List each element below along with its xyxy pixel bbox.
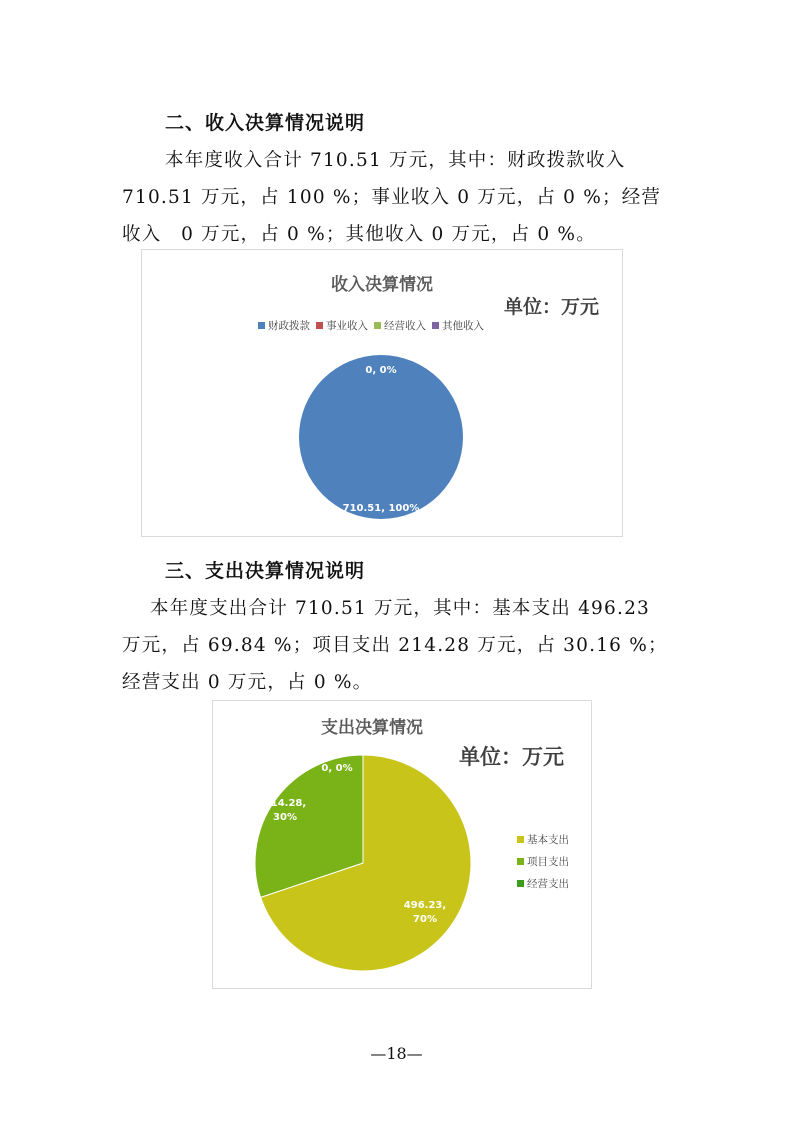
legend-label: 其他收入 — [442, 320, 484, 332]
paragraph-line: 经营支出 0 万元，占 0 %。 — [122, 672, 373, 693]
legend-item — [517, 876, 569, 891]
data-label: 30% — [273, 812, 297, 823]
chart-legend — [517, 832, 569, 891]
section-heading-income: 二、收入决算情况说明 — [165, 112, 366, 134]
paragraph-line: 710.51 万元，占 100 %；事业收入 0 万元，占 0 %；经营 — [122, 187, 662, 208]
unit-label: 单位：万元 — [459, 744, 564, 769]
unit-label: 单位：万元 — [504, 296, 600, 318]
legend-label: 财政拨款 — [268, 320, 310, 332]
legend-label: 项目支出 — [527, 856, 569, 868]
data-label: 0, 0% — [365, 365, 397, 376]
chart-title: 支出决算情况 — [321, 718, 423, 738]
data-label: 496.23, — [403, 900, 447, 911]
data-label: 70% — [413, 914, 437, 925]
legend-label: 基本支出 — [527, 834, 569, 846]
legend-item — [517, 854, 569, 869]
chart-title: 收入决算情况 — [331, 275, 433, 295]
pie-slice-fiscal — [299, 355, 463, 519]
income-pie-svg — [142, 250, 622, 536]
legend-label: 经营收入 — [384, 320, 426, 332]
paragraph-line: 收入 0 万元，占 0 %；其他收入 0 万元，占 0 %。 — [122, 224, 596, 245]
legend-swatch — [517, 858, 524, 865]
page-number: —18— — [370, 1044, 423, 1063]
paragraph-line: 本年度收入合计 710.51 万元，其中：财政拨款收入 — [165, 150, 626, 171]
legend-swatch — [517, 836, 524, 843]
data-label: 0, 0% — [321, 763, 353, 774]
data-label: 214.28, — [263, 798, 307, 809]
legend-item — [517, 832, 569, 847]
paragraph-line: 本年度支出合计 710.51 万元，其中：基本支出 496.23 — [150, 598, 651, 619]
expense-chart — [212, 700, 592, 989]
section-heading-expense: 三、支出决算情况说明 — [165, 560, 366, 582]
legend-label: 经营支出 — [527, 878, 569, 890]
paragraph-line: 万元，占 69.84 %；项目支出 214.28 万元，占 30.16 %； — [122, 635, 668, 656]
legend-label: 事业收入 — [326, 320, 368, 332]
income-chart — [141, 249, 623, 537]
data-label: 710.51, 100% — [342, 503, 420, 514]
legend-swatch — [517, 880, 524, 887]
